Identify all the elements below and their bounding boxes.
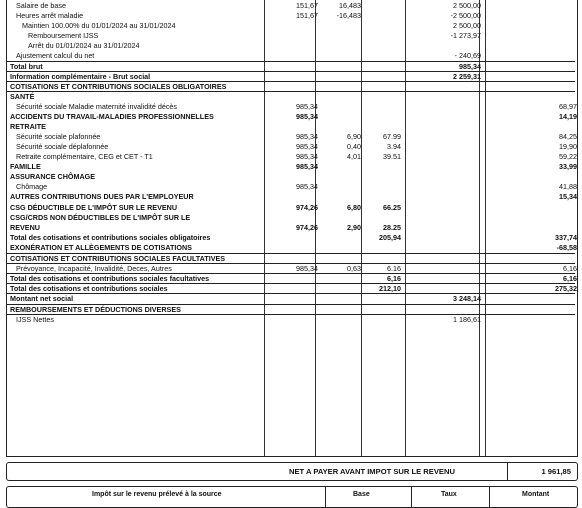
row-base-value: 985,34 bbox=[296, 101, 318, 111]
row-label: Sécurité sociale déplafonnée bbox=[16, 141, 109, 151]
row-emp-value: 15,34 bbox=[559, 192, 577, 202]
row-base-value: 985,34 bbox=[296, 182, 318, 192]
row-label: Total des cotisations et contributions sociales bbox=[10, 284, 168, 294]
impot-montant-header: Montant bbox=[522, 491, 550, 498]
row-emp-value: 275,32 bbox=[555, 284, 577, 294]
row-label: ACCIDENTS DU TRAVAIL-MALADIES PROFESSIONNELLES bbox=[10, 111, 214, 121]
row-base-value: 151,67 bbox=[296, 0, 318, 10]
table-row bbox=[7, 182, 575, 192]
table-row bbox=[7, 213, 575, 223]
row-gain-value: 2 259,31 bbox=[453, 72, 481, 82]
row-gain-value: - 240,69 bbox=[454, 51, 481, 60]
table-row bbox=[7, 21, 575, 31]
table-row bbox=[7, 142, 575, 152]
row-label: CSG DÉDUCTIBLE DE L'IMPÔT SUR LE REVENU bbox=[10, 202, 178, 212]
table-row bbox=[7, 283, 575, 294]
row-ms-value: 212,10 bbox=[379, 284, 401, 294]
table-row bbox=[7, 122, 575, 132]
row-gain-value: 2 500,00 bbox=[453, 0, 481, 10]
table-row bbox=[7, 31, 575, 41]
row-label: FAMILLE bbox=[10, 162, 41, 172]
table-row bbox=[7, 51, 575, 61]
row-base-value: 985,34 bbox=[296, 152, 318, 161]
column-divider bbox=[325, 487, 326, 507]
row-label: Arrêt du 01/01/2024 au 31/01/2024 bbox=[28, 40, 140, 50]
row-taux-value: 0,40 bbox=[347, 141, 361, 151]
row-emp-value: 41,88 bbox=[559, 182, 577, 192]
table-row bbox=[7, 243, 575, 253]
row-label: REVENU bbox=[10, 222, 40, 232]
row-label: EXONÉRATION ET ALLÈGEMENTS DE COTISATIONS bbox=[10, 242, 192, 252]
row-taux-value: 6,80 bbox=[347, 202, 361, 212]
row-base-value: 985,34 bbox=[296, 111, 318, 121]
row-label: Remboursement IJSS bbox=[28, 30, 99, 40]
row-label: COTISATIONS ET CONTRIBUTIONS SOCIALES OBLIGATOIRES bbox=[10, 82, 227, 92]
row-base-value: 985,34 bbox=[296, 162, 318, 172]
row-emp-value: 6,16 bbox=[563, 274, 577, 284]
table-row bbox=[7, 233, 575, 243]
table-row bbox=[7, 152, 575, 162]
table-row bbox=[7, 223, 575, 233]
row-taux-value: -16,483 bbox=[336, 10, 361, 20]
table-row bbox=[7, 71, 575, 82]
row-ms-value: 205,94 bbox=[379, 232, 401, 242]
table-row bbox=[7, 253, 575, 264]
row-label: SANTÉ bbox=[10, 92, 35, 102]
row-label: Chômage bbox=[16, 182, 48, 192]
row-label: Montant net social bbox=[10, 294, 74, 304]
row-label: Retraite complémentaire, CEG et CET - T1 bbox=[16, 152, 153, 161]
row-label: Sécurité sociale Maladie maternité invalidité décès bbox=[16, 101, 178, 111]
row-emp-value: 337,74 bbox=[555, 232, 577, 242]
table-row bbox=[7, 314, 575, 325]
table-row bbox=[7, 91, 575, 102]
row-taux-value: 0,63 bbox=[347, 264, 361, 274]
impot-label: Impôt sur le revenu prélevé à la source bbox=[92, 491, 222, 498]
net-a-payer-box bbox=[6, 462, 578, 481]
table-row bbox=[7, 112, 575, 122]
row-taux-value: 6,90 bbox=[347, 131, 361, 141]
row-label: RETRAITE bbox=[10, 121, 46, 131]
row-gain-value: -2 500,00 bbox=[450, 10, 481, 20]
row-label: Total des cotisations et contributions sociales facultatives bbox=[10, 274, 210, 284]
row-emp-value: 59,22 bbox=[559, 152, 577, 161]
row-emp-value: 6,16 bbox=[563, 264, 577, 274]
row-label: Salaire de base bbox=[16, 0, 66, 10]
row-base-value: 151,67 bbox=[296, 10, 318, 20]
row-emp-value: 14,19 bbox=[559, 111, 577, 121]
table-row bbox=[7, 263, 575, 274]
table-row bbox=[7, 132, 575, 142]
net-a-payer-value: 1 961,85 bbox=[541, 467, 571, 476]
row-ms-value: 3.94 bbox=[387, 141, 401, 151]
row-label: Total des cotisations et contributions sociales obligatoires bbox=[10, 232, 211, 242]
row-label: ASSURANCE CHÔMAGE bbox=[10, 172, 96, 182]
row-label: Sécurité sociale plafonnée bbox=[16, 131, 101, 141]
table-row bbox=[7, 1, 575, 11]
row-base-value: 974,26 bbox=[296, 202, 318, 212]
impot-taux-header: Taux bbox=[441, 491, 457, 498]
column-divider bbox=[411, 487, 412, 507]
row-ms-value: 6.16 bbox=[387, 264, 401, 274]
row-gain-value: 985,34 bbox=[459, 62, 481, 72]
row-ms-value: 67.99 bbox=[383, 131, 401, 141]
row-base-value: 974,26 bbox=[296, 222, 318, 232]
row-emp-value: 19,90 bbox=[559, 141, 577, 151]
row-label: IJSS Nettes bbox=[16, 314, 54, 324]
row-label: Heures arrêt maladie bbox=[16, 10, 84, 20]
table-row bbox=[7, 102, 575, 112]
row-label: Total brut bbox=[10, 62, 43, 72]
column-divider bbox=[489, 487, 490, 507]
row-base-value: 985,34 bbox=[296, 131, 318, 141]
row-ms-value: 6,16 bbox=[387, 274, 401, 284]
row-taux-value: 2,90 bbox=[347, 222, 361, 232]
impot-base-header: Base bbox=[353, 491, 370, 498]
row-taux-value: 4,01 bbox=[347, 152, 361, 161]
row-emp-value: -68,58 bbox=[556, 242, 577, 252]
row-label: Maintien 100.00% du 01/01/2024 au 31/01/2024 bbox=[22, 20, 176, 30]
row-emp-value: 68,97 bbox=[559, 101, 577, 111]
row-emp-value: 33,99 bbox=[559, 162, 577, 172]
table-row bbox=[7, 11, 575, 21]
table-row bbox=[7, 172, 575, 182]
table-row bbox=[7, 203, 575, 213]
table-row bbox=[7, 304, 575, 315]
row-label: CSG/CRDS NON DÉDUCTIBLES DE L'IMPÔT SUR LE bbox=[10, 212, 191, 222]
row-label: COTISATIONS ET CONTRIBUTIONS SOCIALES FACULTATIVES bbox=[10, 254, 226, 263]
table-row bbox=[7, 61, 575, 72]
row-gain-value: 1 186,61 bbox=[453, 314, 481, 324]
row-label: REMBOURSEMENTS ET DÉDUCTIONS DIVERSES bbox=[10, 304, 181, 314]
column-divider bbox=[507, 463, 508, 480]
row-taux-value: 16,483 bbox=[339, 0, 361, 10]
row-label: Information complémentaire - Brut social bbox=[10, 72, 151, 82]
row-label: AUTRES CONTRIBUTIONS DUES PAR L'EMPLOYEUR bbox=[10, 192, 194, 202]
table-row bbox=[7, 192, 575, 202]
row-ms-value: 66.25 bbox=[383, 202, 401, 212]
row-emp-value: 84,25 bbox=[559, 131, 577, 141]
row-label: Ajustement calcul du net bbox=[16, 51, 95, 60]
impot-box bbox=[6, 486, 578, 508]
row-gain-value: -1 273,97 bbox=[450, 30, 481, 40]
row-gain-value: 3 248,14 bbox=[453, 294, 481, 304]
table-row bbox=[7, 162, 575, 172]
row-ms-value: 39.51 bbox=[383, 152, 401, 161]
table-row bbox=[7, 81, 575, 92]
table-row bbox=[7, 293, 575, 304]
table-row bbox=[7, 273, 575, 284]
row-base-value: 985,34 bbox=[296, 264, 318, 274]
table-row bbox=[7, 41, 575, 51]
row-base-value: 985,34 bbox=[296, 141, 318, 151]
net-a-payer-label: NET A PAYER AVANT IMPOT SUR LE REVENU bbox=[289, 467, 455, 476]
row-label: Prévoyance, Incapacité, Invalidité, Deces, Autres bbox=[16, 264, 172, 274]
row-ms-value: 28.25 bbox=[383, 222, 401, 232]
row-gain-value: 2 500,00 bbox=[453, 20, 481, 30]
